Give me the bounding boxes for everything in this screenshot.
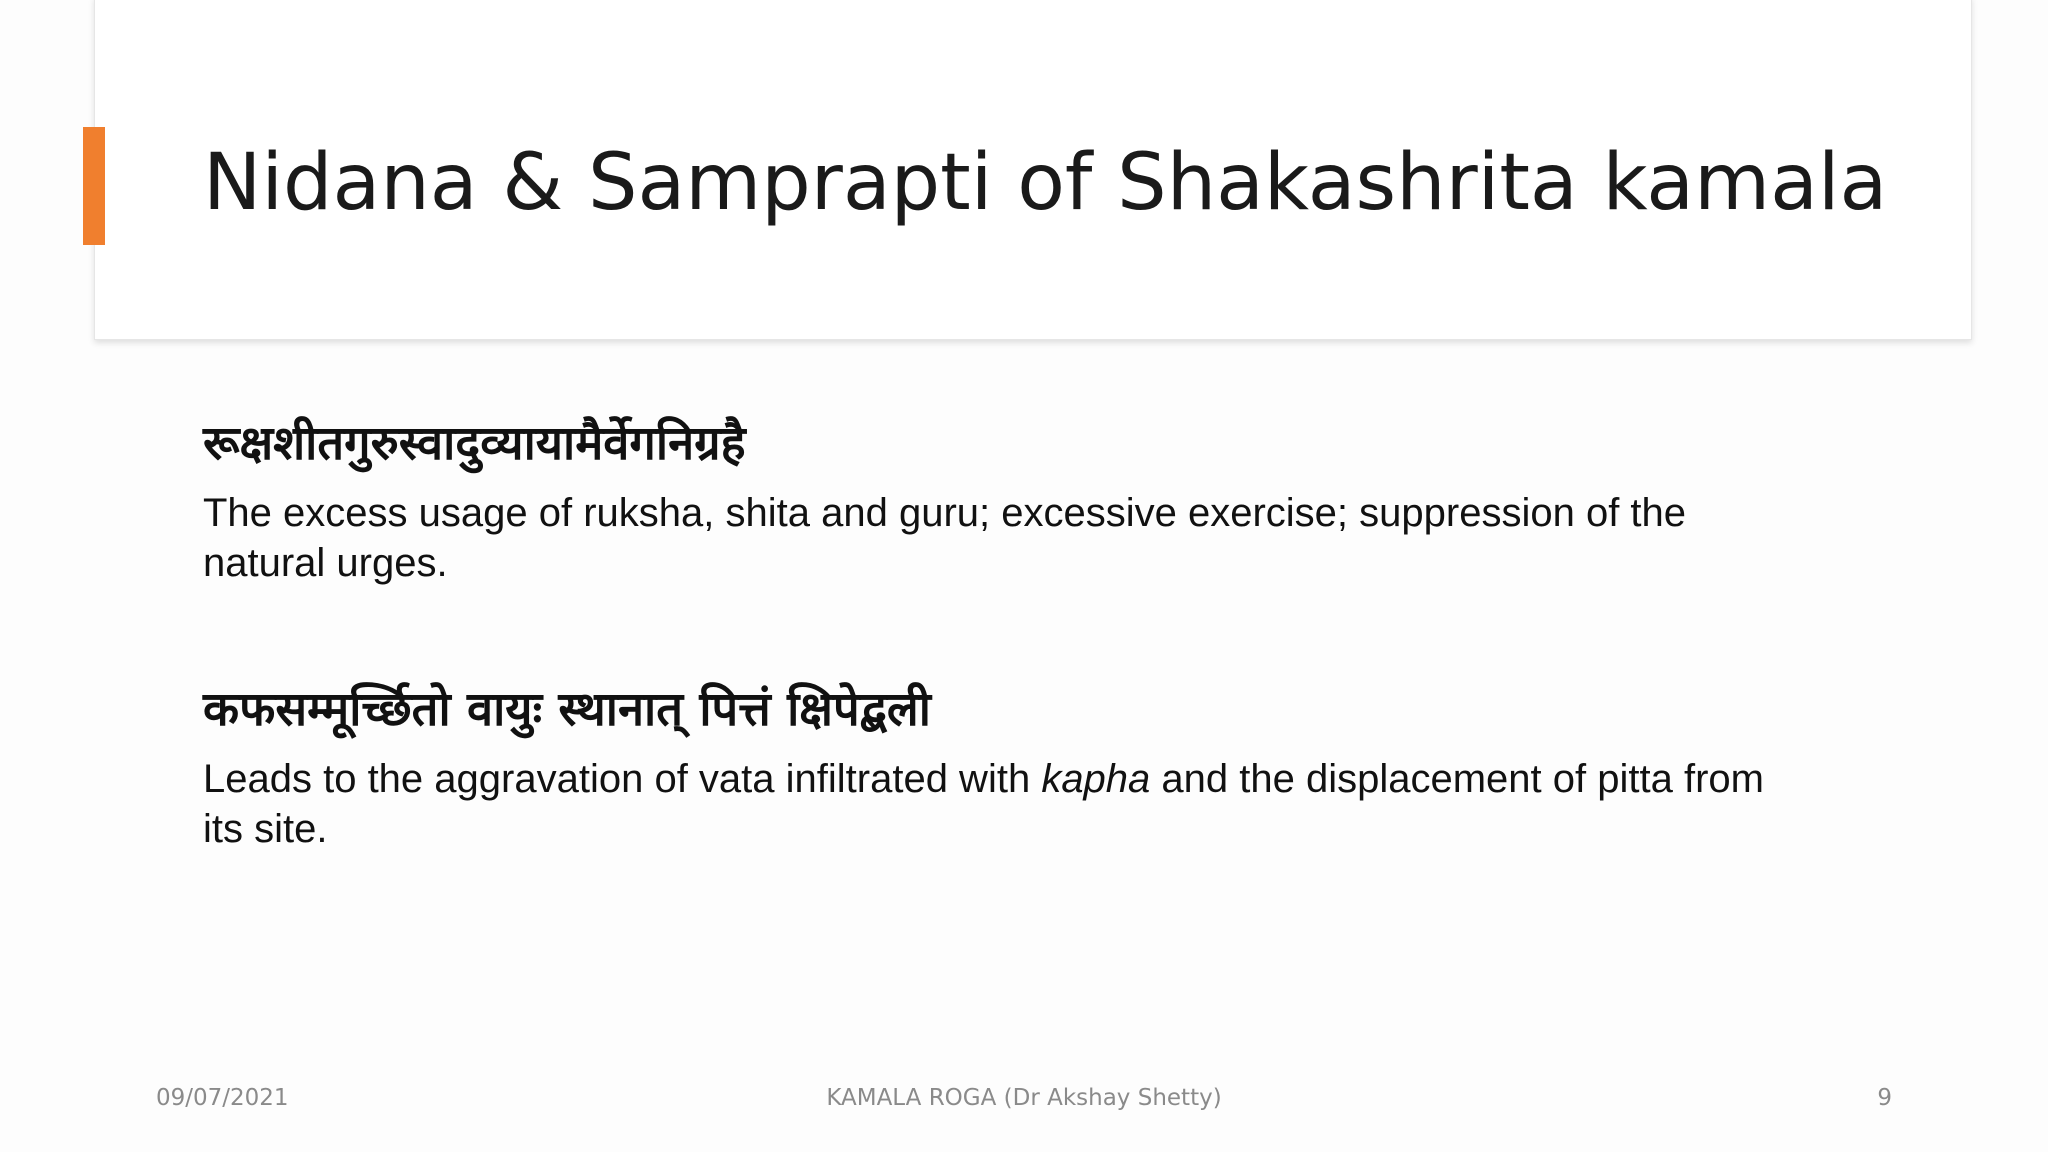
footer-page-number: 9 [1877,1085,1892,1111]
sanskrit-verse-1: रूक्षशीतगुरुस्वादुव्यायामैर्वेगनिग्रहै [203,416,746,471]
translation-1: The excess usage of ruksha, shita and guru; excessive exercise; suppression of the natural urges. [203,491,1687,585]
translation-2-emphasis: kapha [1041,757,1151,801]
footer-presentation-title: KAMALA ROGA (Dr Akshay Shetty) [826,1085,1222,1111]
footer-date: 09/07/2021 [156,1085,289,1111]
nidana-block [203,414,1803,588]
title-accent-bar [83,127,105,245]
slide-title: Nidana & Samprapti of Shakashrita kamala [203,138,1888,228]
sanskrit-verse-2: कफसम्मूर्च्छितो वायुः स्थानात् पित्तं क्षिपेद्बली [203,682,931,737]
translation-2-part-2: and the displacement of pitta from its site. [203,757,1764,851]
samprapti-block [203,680,1803,854]
translation-2 [203,754,1803,854]
translation-2-part-1: Leads to the aggravation of vata infiltrated with [203,757,1042,801]
